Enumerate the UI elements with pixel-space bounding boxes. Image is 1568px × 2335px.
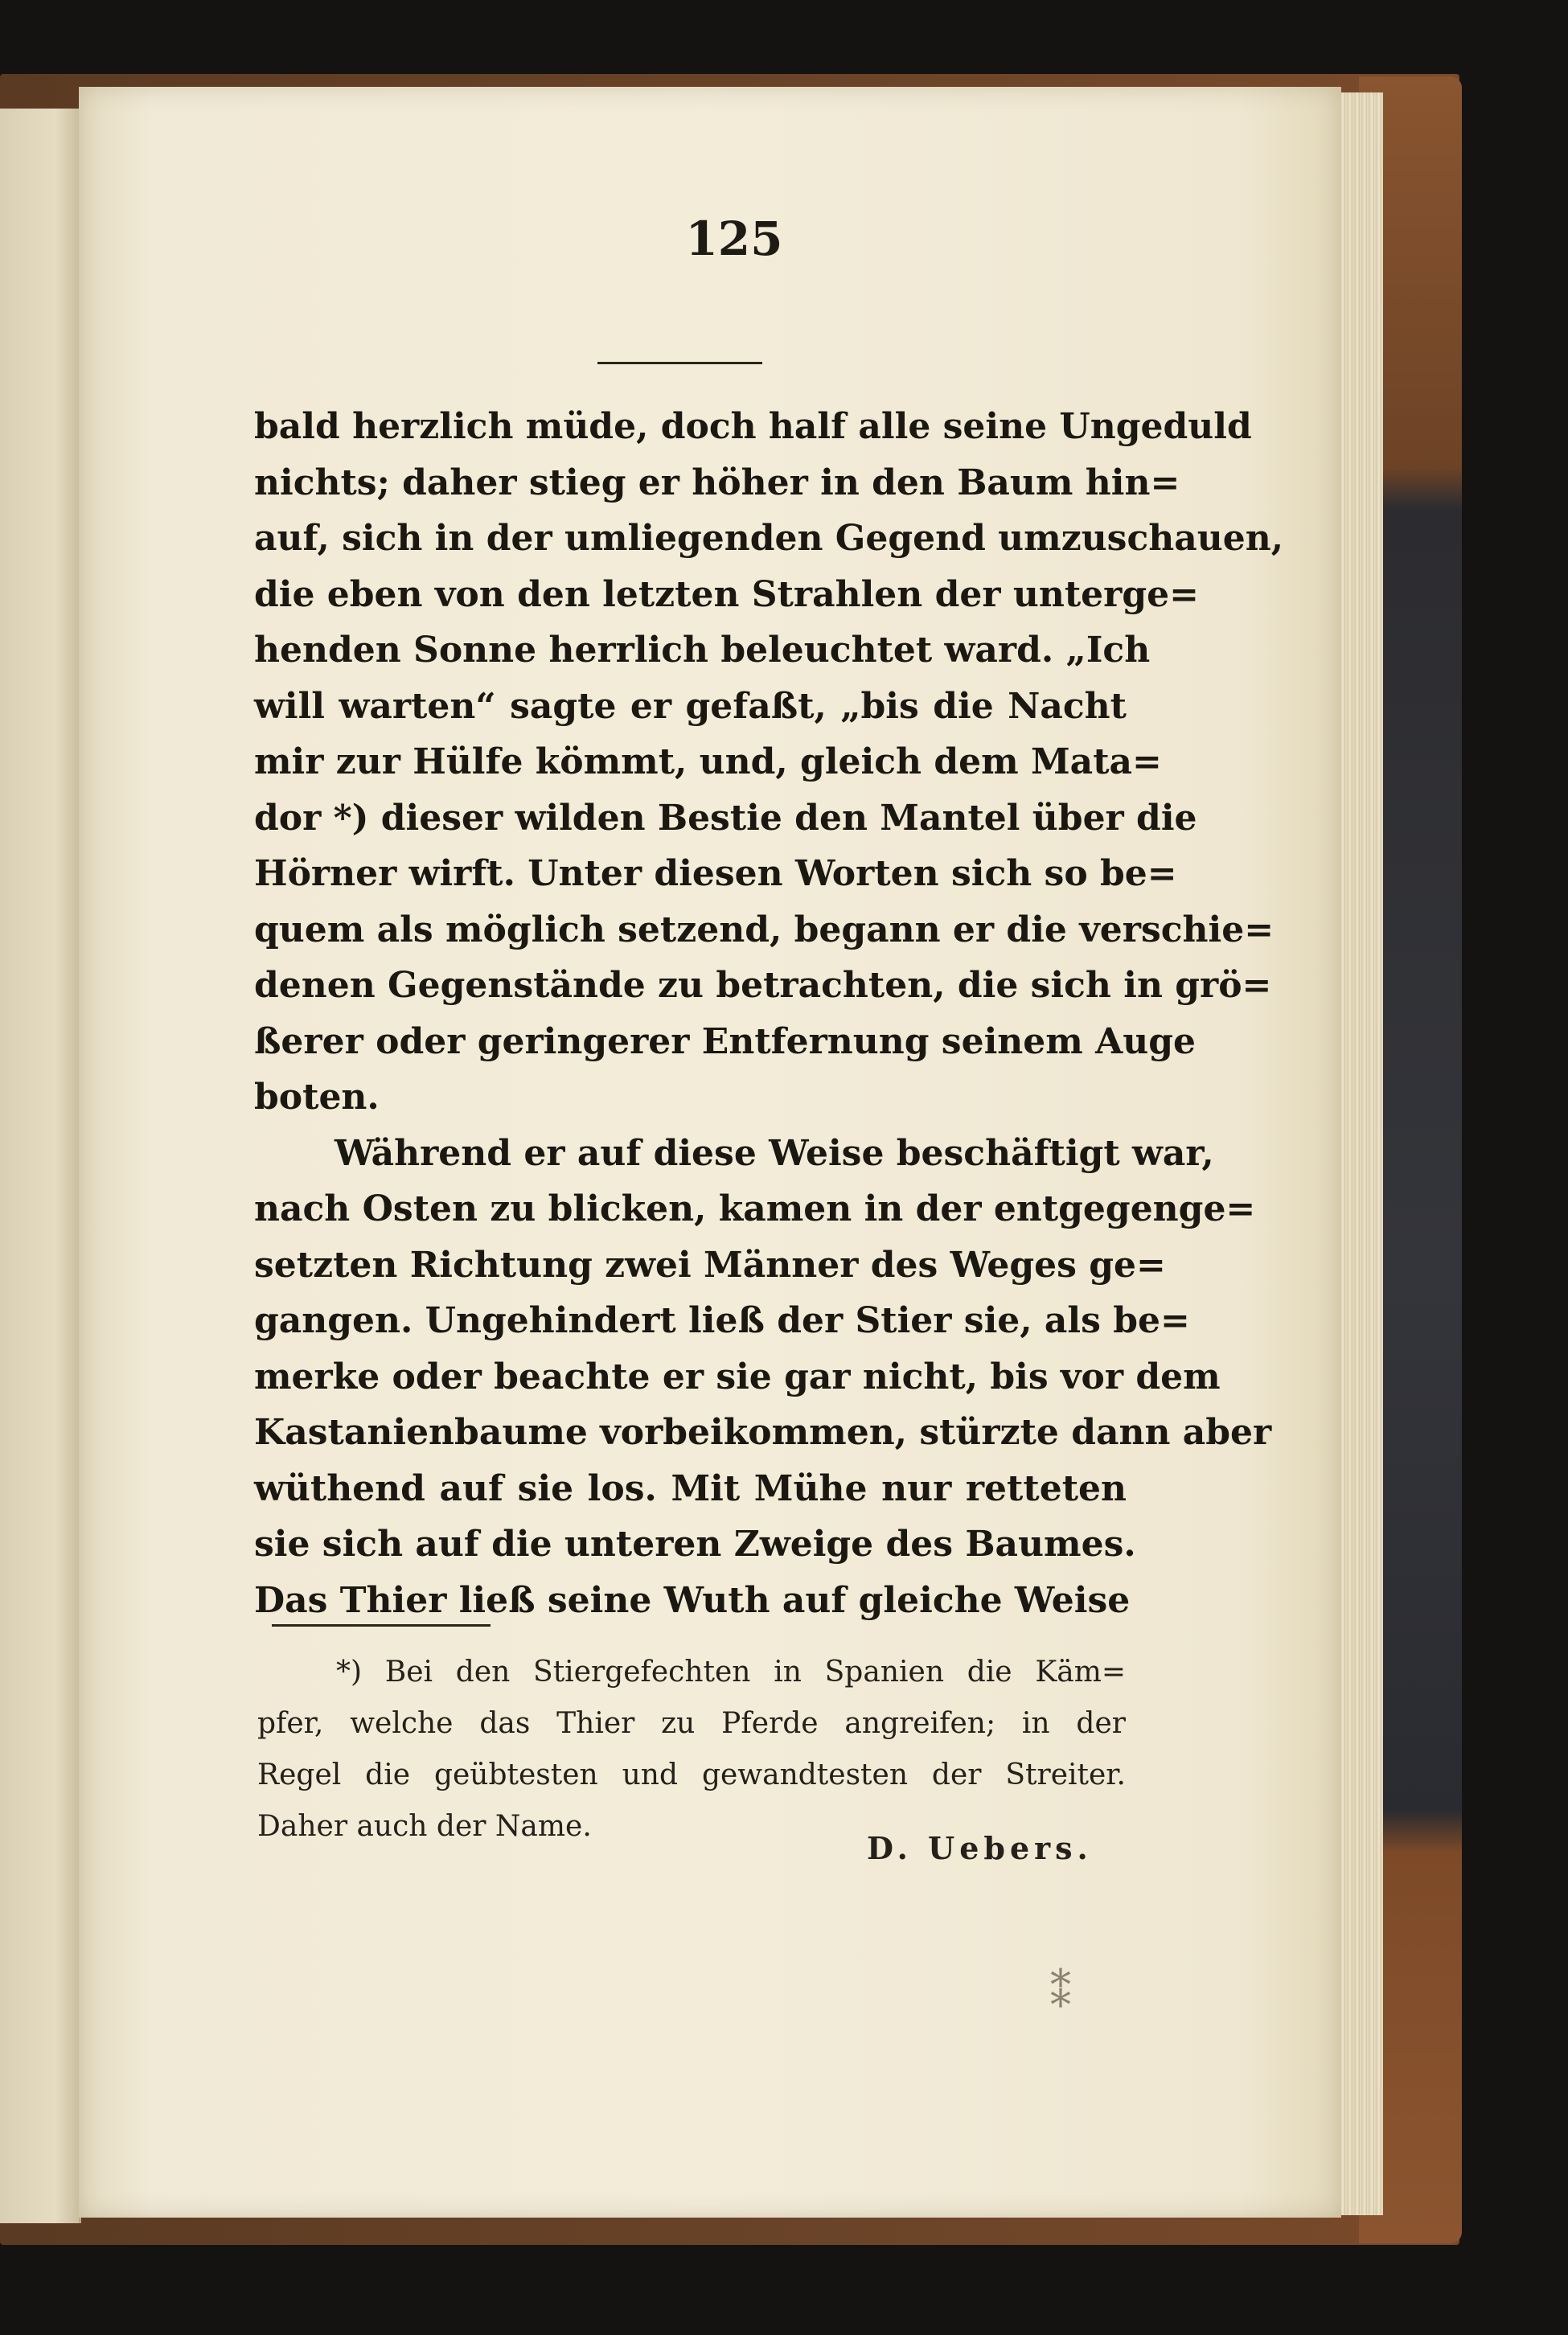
text-line: bald herzlich müde, doch half alle seine Ungeduld: [254, 406, 1252, 447]
text-line: mir zur Hülfe kömmt, und, gleich dem Mata=: [254, 741, 1162, 782]
page-number-rule: [597, 362, 762, 364]
translator-note: D. Uebers.: [867, 1830, 1093, 1866]
page-number: 125: [685, 211, 783, 266]
text-line: nichts; daher stieg er höher in den Baum hin=: [254, 462, 1180, 503]
footnote-line: Regel die geübtesten und gewandtesten der Streiter.: [257, 1758, 1126, 1791]
footnote-line: Daher auch der Name.: [257, 1810, 592, 1843]
left-page-edge: [0, 109, 81, 2223]
text-line: gangen. Ungehindert ließ der Stier sie, als be=: [254, 1300, 1190, 1341]
text-line: will warten“ sagte er gefaßt, „bis die Nacht: [254, 685, 1127, 727]
text-line: setzten Richtung zwei Männer des Weges ge=: [254, 1244, 1166, 1286]
text-line: Während er auf diese Weise beschäftigt war,: [335, 1132, 1214, 1174]
right-page: [79, 87, 1341, 2218]
footnote-line: pfer, welche das Thier zu Pferde angreifen; in der: [257, 1707, 1126, 1740]
text-line: quem als möglich setzend, begann er die verschie=: [254, 909, 1275, 950]
footnote-rule: [272, 1624, 491, 1627]
text-line: Kastanienbaume vorbeikommen, stürzte dann aber: [254, 1412, 1272, 1453]
text-line: sie sich auf die unteren Zweige des Baumes.: [254, 1524, 1136, 1565]
text-line: boten.: [254, 1077, 380, 1118]
text-line: ßerer oder geringerer Entfernung seinem Auge: [254, 1020, 1197, 1062]
text-line: dor *) dieser wilden Bestie den Mantel über die: [254, 797, 1197, 839]
text-line: Das Thier ließ seine Wuth auf gleiche Weise: [254, 1579, 1131, 1621]
ink-mark: ⁑: [1050, 1969, 1071, 2017]
text-line: auf, sich in der umliegenden Gegend umzuschauen,: [254, 518, 1284, 559]
text-line: die eben von den letzten Strahlen der unterge=: [254, 573, 1199, 615]
text-line: Hörner wirft. Unter diesen Worten sich so be=: [254, 853, 1177, 894]
text-line: henden Sonne herrlich beleuchtet ward. „Ich: [254, 630, 1151, 671]
text-line: merke oder beachte er sie gar nicht, bis vor dem: [254, 1356, 1221, 1397]
text-line: nach Osten zu blicken, kamen in der entgegenge=: [254, 1188, 1256, 1229]
footnote-line: *) Bei den Stiergefechten in Spanien die Käm=: [336, 1656, 1126, 1689]
footnote: [257, 1647, 1126, 1853]
text-line: denen Gegenstände zu betrachten, die sich in grö=: [254, 965, 1272, 1006]
text-line: wüthend auf sie los. Mit Mühe nur retteten: [254, 1467, 1127, 1509]
body-text: [254, 399, 1284, 1628]
